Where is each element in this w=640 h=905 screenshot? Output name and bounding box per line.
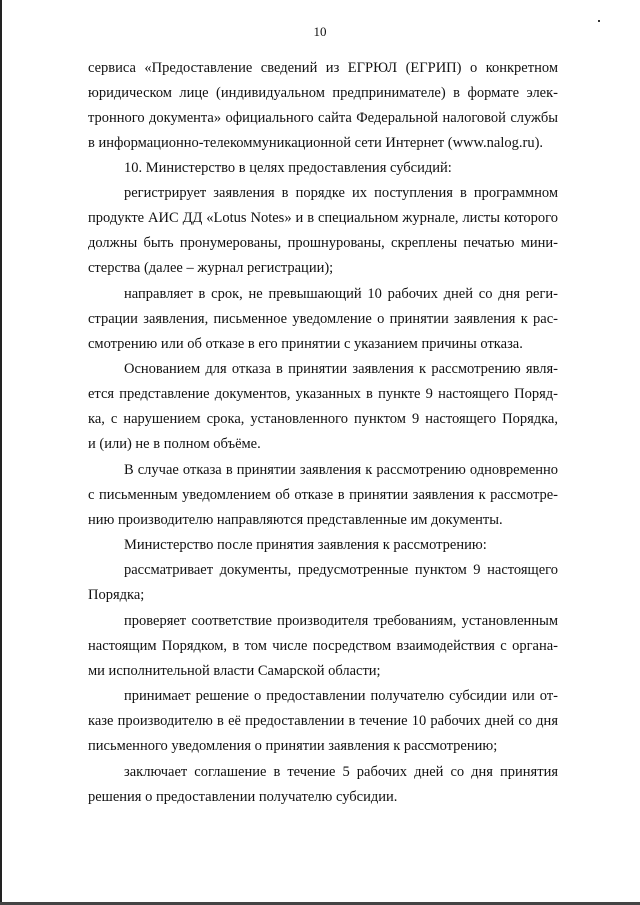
text-line: регистрирует заявления в порядке их поступления в программном bbox=[124, 185, 558, 201]
text-line: 10. Министерство в целях предоставления субсидий: bbox=[124, 160, 452, 176]
text-line: тронного документа» официального сайта Федеральной налоговой службы bbox=[88, 110, 558, 126]
text-line: проверяет соответствие производителя требованиям, установленным bbox=[124, 613, 558, 629]
text-line: сервиса «Предоставление сведений из ЕГРЮЛ (ЕГРИП) о конкретном bbox=[88, 60, 558, 76]
text-line: рассматривает документы, предусмотренные пунктом 9 настоящего bbox=[124, 562, 558, 578]
text-line: продукте АИС ДД «Lotus Notes» и в специальном журнале, листы которого bbox=[88, 210, 558, 226]
text-line: ка, с нарушением срока, установленного пунктом 9 настоящего Порядка, bbox=[88, 411, 558, 427]
text-line: стерства (далее – журнал регистрации); bbox=[88, 260, 334, 276]
text-line: Министерство после принятия заявления к рассмотрению: bbox=[124, 537, 487, 553]
text-line: в информационно-телекоммуникационной сети Интернет (www.nalog.ru). bbox=[88, 135, 544, 151]
text-line: смотрению или об отказе в его принятии с указанием причины отказа. bbox=[88, 336, 523, 352]
text-line: и (или) не в полном объёме. bbox=[88, 436, 261, 452]
page-number: 10 bbox=[313, 24, 327, 39]
text-line: ется представление документов, указанных в пункте 9 настоящего Поряд- bbox=[88, 386, 558, 402]
text-line: направляет в срок, не превышающий 10 рабочих дней со дня реги- bbox=[124, 286, 558, 302]
text-line: В случае отказа в принятии заявления к рассмотрению одновременно bbox=[124, 462, 558, 478]
text-line: ми исполнительной власти Самарской области; bbox=[88, 663, 381, 679]
text-line: казе производителю в её предоставлении в течение 10 рабочих дней со дня bbox=[88, 713, 558, 729]
scan-speck bbox=[598, 20, 600, 22]
text-line: должны быть пронумерованы, прошнурованы, скреплены печатью мини- bbox=[88, 235, 558, 251]
text-line: юридическом лице (индивидуальном предпринимателе) в формате элек- bbox=[88, 85, 558, 101]
text-line: письменного уведомления о принятии заявления к рассмотрению; bbox=[88, 738, 498, 754]
text-line: настоящим Порядком, в том числе посредством взаимодействия с органа- bbox=[88, 638, 558, 654]
text-line: с письменным уведомлением об отказе в принятии заявления к рассмотре- bbox=[88, 487, 558, 503]
text-line: нию производителю направляются представленные им документы. bbox=[88, 512, 503, 528]
text-line: Основанием для отказа в принятии заявления к рассмотрению явля- bbox=[124, 361, 558, 377]
text-line: Порядка; bbox=[88, 587, 145, 603]
text-line: решения о предоставлении получателю субсидии. bbox=[88, 789, 398, 805]
text-line: принимает решение о предоставлении получателю субсидии или от- bbox=[124, 688, 558, 704]
scan-left-edge bbox=[0, 0, 2, 905]
text-line: заключает соглашение в течение 5 рабочих дней со дня принятия bbox=[124, 764, 558, 780]
text-line: страции заявления, письменное уведомление о принятии заявления к рас- bbox=[88, 311, 558, 327]
